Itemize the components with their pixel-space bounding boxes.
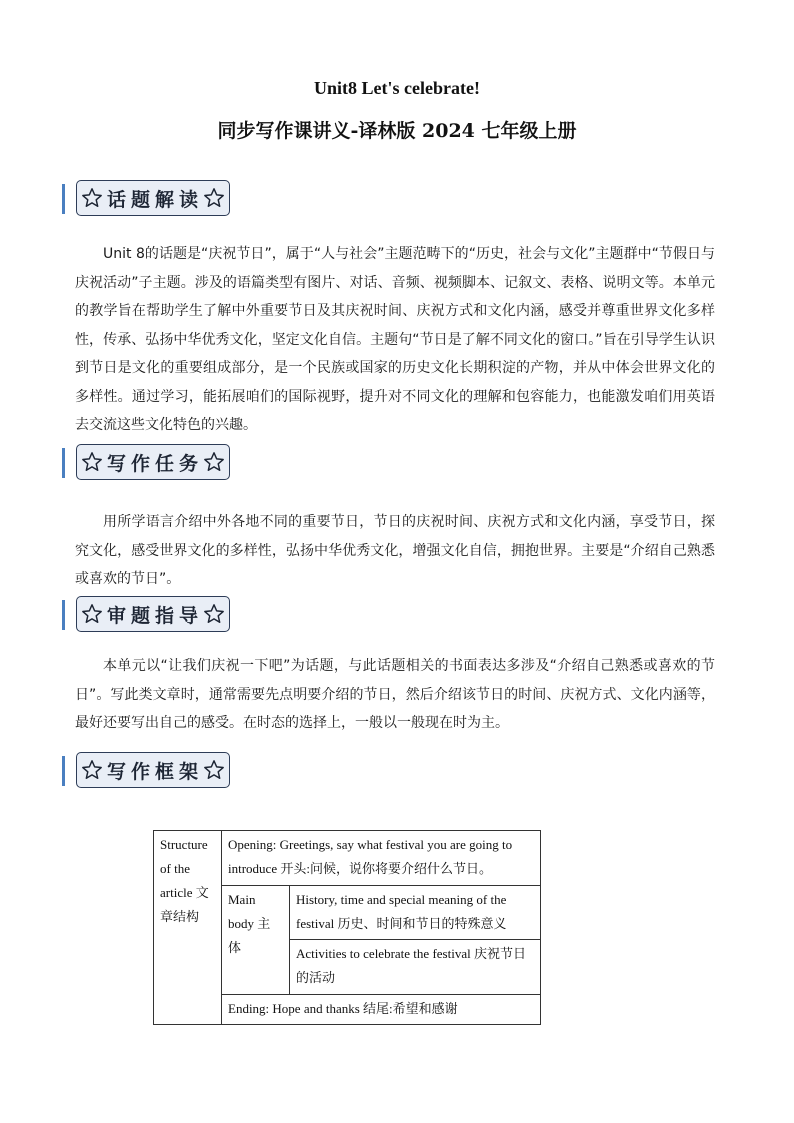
main-body-activities-cell: Activities to celebrate the festival 庆祝节日的活动 [290, 940, 541, 995]
heading-accent-bar [62, 756, 65, 786]
star-outline-icon [203, 759, 225, 781]
star-outline-icon [203, 603, 225, 625]
main-body-history-cell: History, time and special meaning of the festival 历史、时间和节日的特殊意义 [290, 885, 541, 940]
heading-accent-bar [62, 184, 65, 214]
star-outline-icon [203, 187, 225, 209]
heading-box [76, 752, 230, 788]
section-body-guidance: 本单元以“让我们庆祝一下吧”为话题，与此话题相关的书面表达多涉及“介绍自己熟悉或喜欢的节日”。写此类文章时，通常需要先点明要介绍的节日，然后介绍该节日的时间、庆祝方式、文化内涵等，最好还要写出自己的感受。在时态的选择上，一般以一般现在时为主。 [75, 658, 715, 731]
section-heading-label: 写作任务 [107, 452, 204, 475]
star-outline-icon [81, 451, 103, 473]
opening-cell: Opening: Greetings, say what festival you are going to introduce 开头:问候，说你将要介绍什么节日。 [222, 831, 541, 886]
structure-label-cell: Structure of the article 文章结构 [154, 831, 222, 1025]
star-outline-icon [81, 187, 103, 209]
section-heading-label: 写作框架 [107, 760, 204, 783]
document-title: Unit8 Let's celebrate! [314, 78, 480, 98]
star-outline-icon [81, 603, 103, 625]
heading-box [76, 596, 230, 632]
heading-accent-bar [62, 448, 65, 478]
star-outline-icon [203, 451, 225, 473]
section-heading-label: 审题指导 [107, 604, 204, 627]
heading-box [76, 444, 230, 480]
section-heading-label: 话题解读 [107, 188, 204, 211]
heading-accent-bar [62, 600, 65, 630]
section-body-task: 用所学语言介绍中外各地不同的重要节日，节日的庆祝时间、庆祝方式和文化内涵，享受节日，探究文化，感受世界文化的多样性，弘扬中华优秀文化，增强文化自信，拥抱世界。主要是“介绍自己熟悉或喜欢的节日”。 [75, 514, 715, 587]
heading-box [76, 180, 230, 216]
main-body-label-cell: Main body 主体 [222, 885, 290, 994]
document-subtitle: 同步写作课讲义-译林版 2024 七年级上册 [217, 120, 577, 142]
writing-framework-table [153, 830, 541, 1025]
section-body-topic: Unit 8的话题是“庆祝节日”，属于“人与社会”主题范畴下的“历史，社会与文化”主题群中“节假日与庆祝活动”子主题。涉及的语篇类型有图片、对话、音频、视频脚本、记叙文、表格、说明文等。本单元的教学旨在帮助学生了解中外重要节日及其庆祝时间、庆祝方式和文化内涵，感受并尊重世界文化多样性，传承、弘扬中华优秀文化，坚定文化自信。主题句“节日是了解不同文化的窗口。”旨在引导学生认识到节日是文化的重要组成部分，是一个民族或国家的历史文化长期积淀的产物，并从中体会世界文化的多样性。通过学习，能拓展咱们的国际视野，提升对不同文化的理解和包容能力，也能激发咱们用英语去交流这些文化特色的兴趣。 [75, 246, 715, 433]
star-outline-icon [81, 759, 103, 781]
ending-cell: Ending: Hope and thanks 结尾:希望和感谢 [222, 995, 541, 1025]
